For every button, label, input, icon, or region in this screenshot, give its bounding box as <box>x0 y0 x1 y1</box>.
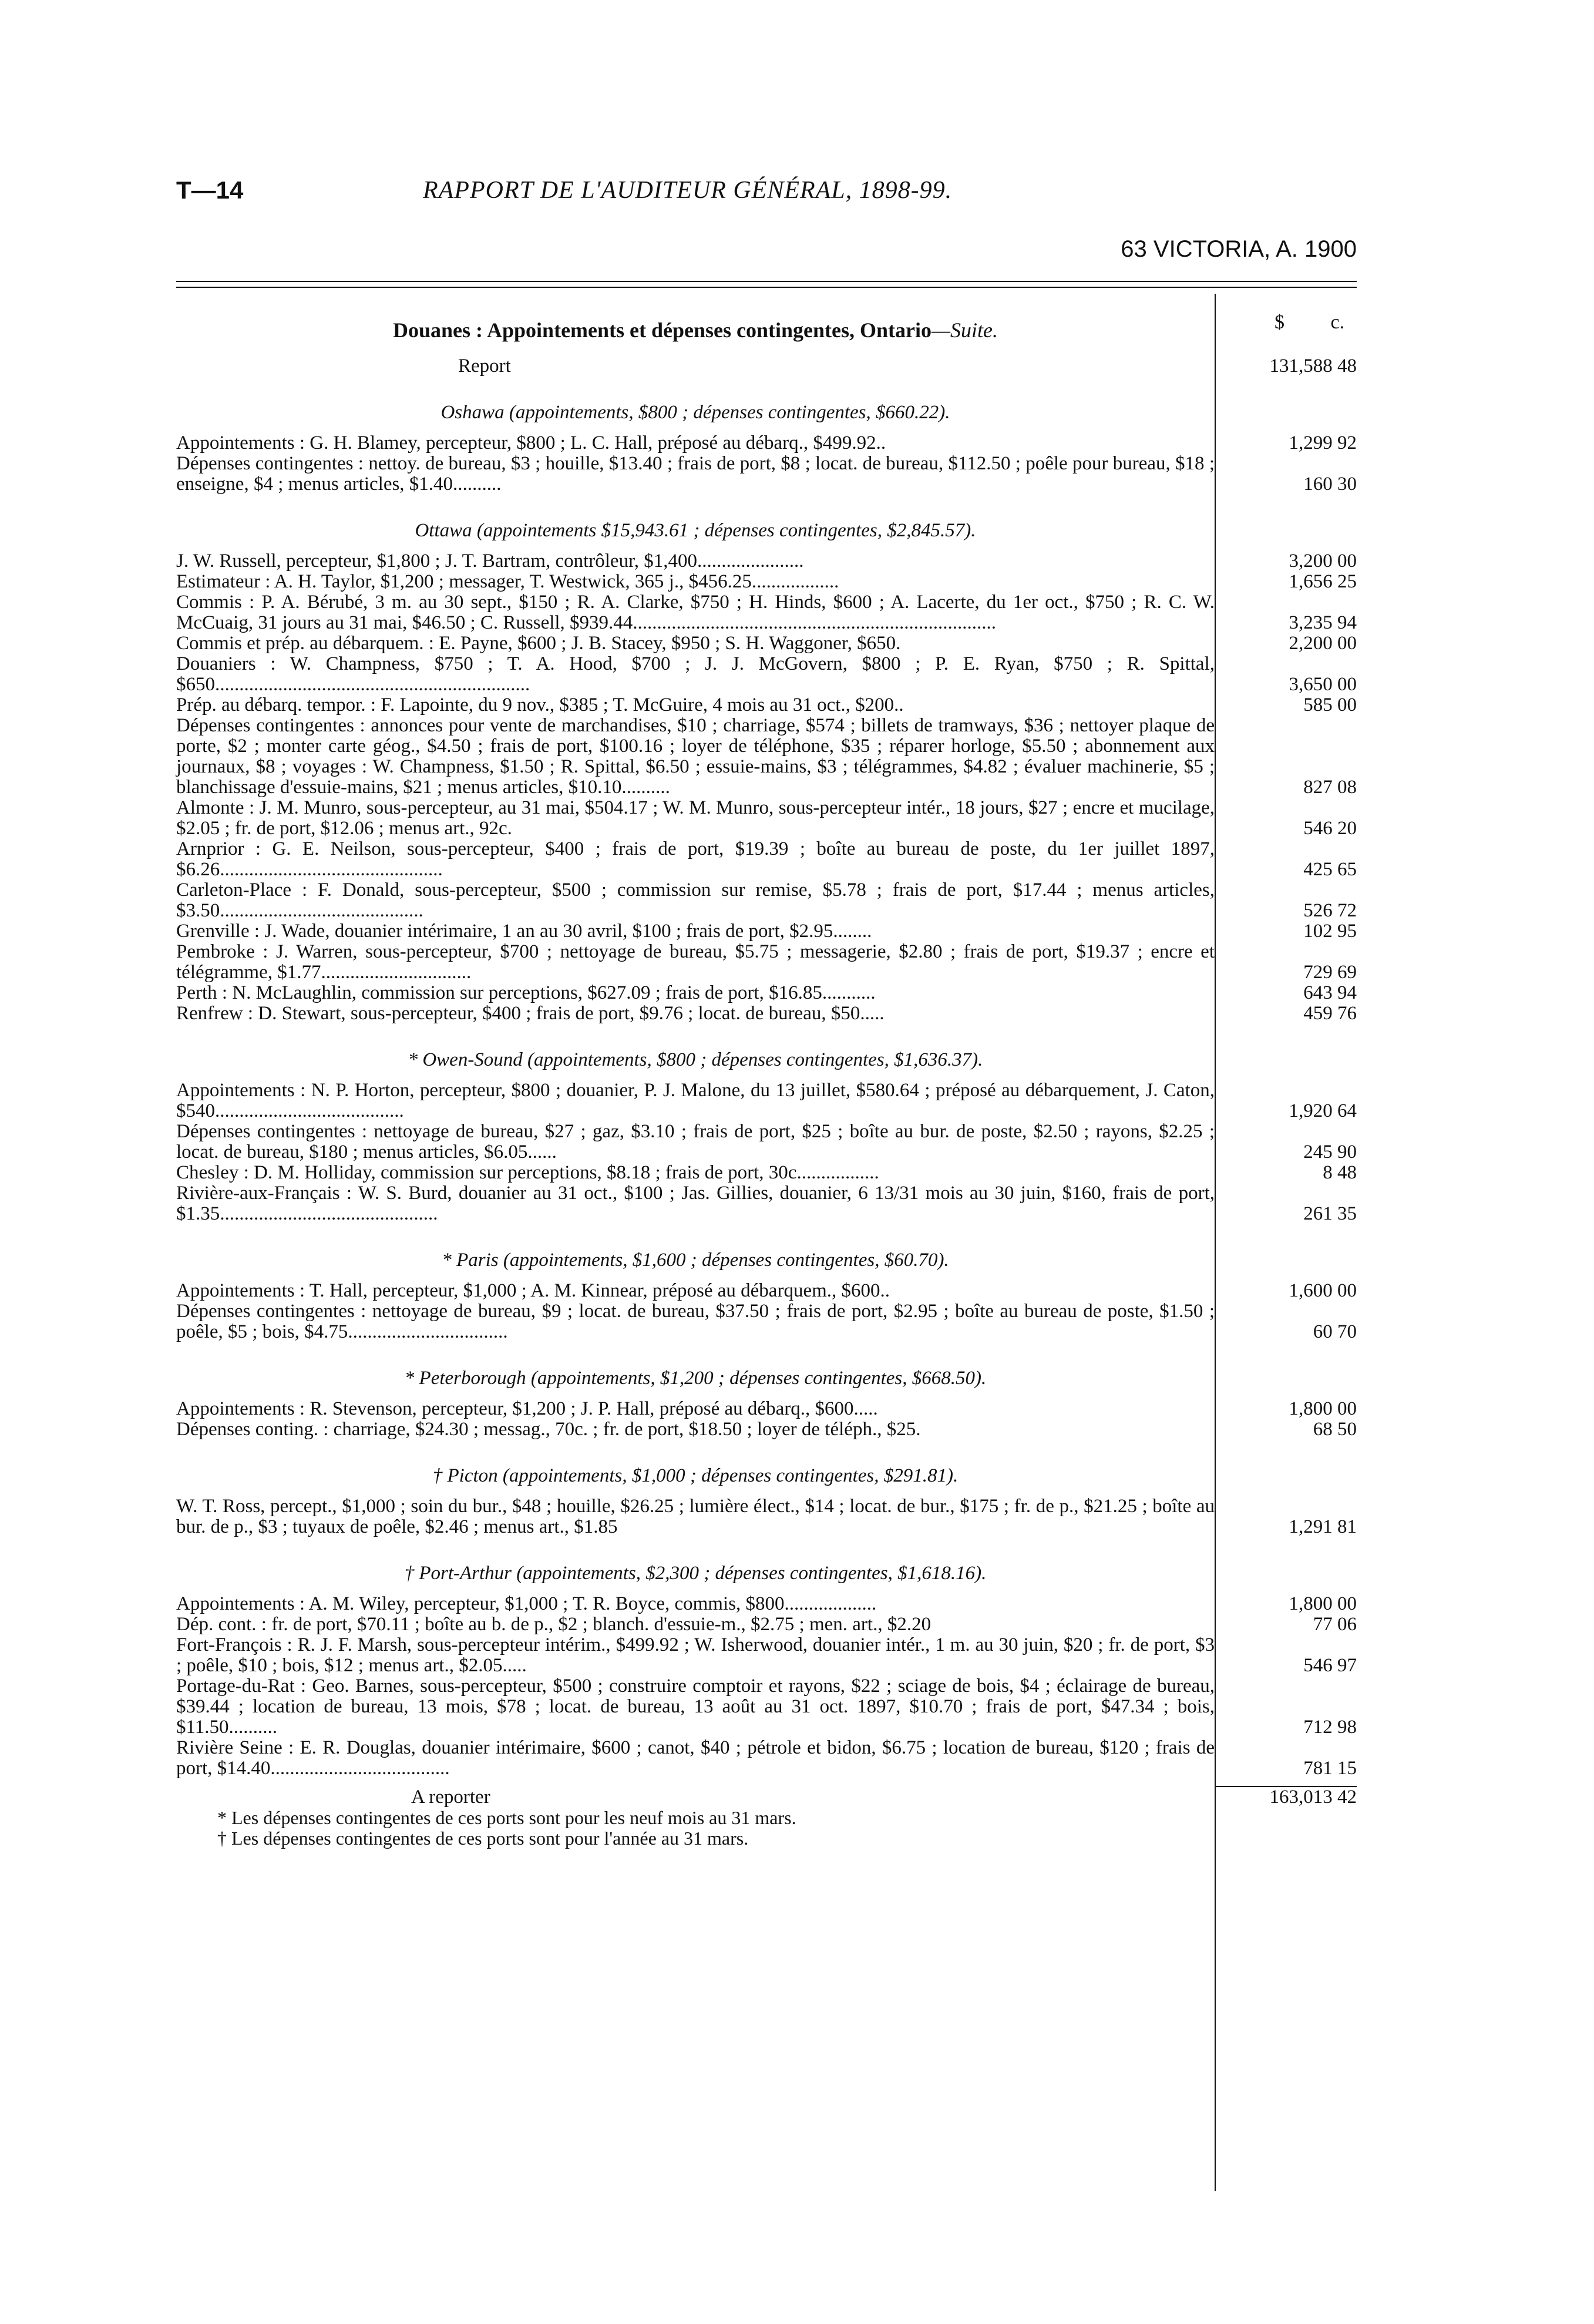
entry-amount: 712 98 <box>1303 1717 1357 1738</box>
entry-text: Renfrew : D. Stewart, sous-percepteur, $400 ; frais de port, $9.76 ; locat. de bureau, $50..... <box>176 1003 885 1024</box>
entry-text: Dépenses contingentes : nettoyage de bureau, $9 ; locat. de bureau, $37.50 ; frais de port, $2.95 ; boîte au bureau de poste, $1.50 ; poêle, $5 ; bois, $4.75................................. <box>176 1301 1215 1342</box>
entry-amount: 1,920 64 <box>1289 1100 1357 1121</box>
entry-amount: 261 35 <box>1303 1203 1357 1224</box>
entry-row <box>176 1301 1357 1342</box>
entry-row <box>176 983 1357 1003</box>
section-heading: † Picton (appointements, $1,000 ; dépenses contingentes, $291.81). <box>432 1465 959 1486</box>
footnote-star: * Les dépenses contingentes de ces ports sont pour les neuf mois au 31 mars. <box>217 1807 796 1828</box>
entry-amount: 68 50 <box>1313 1419 1357 1440</box>
entry-text: Commis : P. A. Bérubé, 3 m. au 30 sept., $150 ; R. A. Clarke, $750 ; H. Hinds, $600 ; A. Lacerte, du 1er oct., $750 ; R. C. W. McCuaig, 31 jours au 31 mai, $46.50 ; C. Russell, $939.44........................................................................... <box>176 592 1215 633</box>
carry-row <box>176 1786 1357 1808</box>
entry-row <box>176 1419 1357 1440</box>
entry-amount: 781 15 <box>1303 1758 1357 1779</box>
entry-amount: 1,800 00 <box>1289 1398 1357 1419</box>
section-heading: † Port-Arthur (appointements, $2,300 ; dépenses contingentes, $1,618.16). <box>404 1563 987 1584</box>
dollar-column-label: $ <box>1274 311 1284 333</box>
carry-label: A reporter <box>411 1786 490 1808</box>
entry-amount: 1,600 00 <box>1289 1280 1357 1301</box>
entry-row <box>176 654 1357 695</box>
section-heading: Ottawa (appointements $15,943.61 ; dépenses contingentes, $2,845.57). <box>415 520 976 541</box>
entry-amount: 827 08 <box>1303 777 1357 798</box>
cents-column-label: c. <box>1330 311 1345 333</box>
table-title-suffix: —Suite. <box>931 318 998 342</box>
entry-row <box>176 1183 1357 1224</box>
entry-text: Almonte : J. M. Munro, sous-percepteur, au 31 mai, $504.17 ; W. M. Munro, sous-percepteur intér., 18 jours, $27 ; encre et mucilage, $2.05 ; fr. de port, $12.06 ; menus art., 92c. <box>176 797 1215 839</box>
entry-text: Dépenses contingentes : nettoy. de bureau, $3 ; houille, $13.40 ; frais de port, $8 ; locat. de bureau, $112.50 ; poêle pour bureau, $18 ; enseigne, $4 ; menus articles, $1.40.......... <box>176 453 1215 495</box>
entry-text: W. T. Ross, percept., $1,000 ; soin du bur., $48 ; houille, $26.25 ; lumière élect., $14 ; locat. de bur., $175 ; fr. de p., $21.25 ; boîte au bur. de p., $3 ; tuyaux de poêle, $2.46 ; menus art., $1.85 <box>176 1496 1215 1537</box>
entry-row <box>176 633 1357 654</box>
entry-text: Appointements : A. M. Wiley, percepteur, $1,000 ; T. R. Boyce, commis, $800................... <box>176 1593 877 1614</box>
entry-row <box>176 592 1357 633</box>
entry-amount: 1,299 92 <box>1289 432 1357 454</box>
entry-row <box>176 798 1357 839</box>
entry-amount: 3,650 00 <box>1289 674 1357 695</box>
entry-row <box>176 1399 1357 1419</box>
section-heading: * Paris (appointements, $1,600 ; dépenses contingentes, $60.70). <box>442 1250 949 1271</box>
entry-text: Rivière Seine : E. R. Douglas, douanier intérimaire, $600 ; canot, $40 ; pétrole et bidon, $6.75 ; location de bureau, $120 ; frais de port, $14.40..................................... <box>176 1737 1215 1779</box>
entry-row <box>176 572 1357 592</box>
entry-amount: 585 00 <box>1303 694 1357 716</box>
session-label: 63 VICTORIA, A. 1900 <box>1121 236 1357 262</box>
page-number: T—14 <box>176 176 244 204</box>
entry-row <box>176 551 1357 572</box>
entry-text: Dépenses contingentes : nettoyage de bureau, $27 ; gaz, $3.10 ; frais de port, $25 ; boîte au bur. de poste, $2.50 ; rayons, $2.25 ; locat. de bureau, $180 ; menus articles, $6.05...... <box>176 1121 1215 1163</box>
entry-amount: 2,200 00 <box>1289 633 1357 654</box>
entry-row <box>176 1594 1357 1614</box>
entry-row <box>176 1003 1357 1024</box>
entry-text: Appointements : T. Hall, percepteur, $1,000 ; A. M. Kinnear, préposé au débarquem., $600.. <box>176 1280 890 1301</box>
entry-amount: 8 48 <box>1323 1162 1357 1183</box>
entry-text: Prép. au débarq. tempor. : F. Lapointe, du 9 nov., $385 ; T. McGuire, 4 mois au 31 oct., $200.. <box>176 694 904 716</box>
entry-text: Pembroke : J. Warren, sous-percepteur, $700 ; nettoyage de bureau, $5.75 ; messagerie, $2.80 ; frais de port, $19.37 ; encre et télégramme, $1.77............................... <box>176 941 1215 983</box>
carry-amount: 163,013 42 <box>1215 1786 1357 1808</box>
report-amount: 131,588 48 <box>1269 355 1357 377</box>
entry-row <box>176 942 1357 983</box>
entry-amount: 1,291 81 <box>1289 1516 1357 1537</box>
entry-amount: 729 69 <box>1303 962 1357 983</box>
entry-row <box>176 1281 1357 1301</box>
table-title-text: Douanes : Appointements et dépenses contingentes, Ontario <box>392 318 931 342</box>
entry-amount: 526 72 <box>1303 900 1357 921</box>
entry-row <box>176 1614 1357 1635</box>
entry-row <box>176 1496 1357 1537</box>
footnote-dagger: † Les dépenses contingentes de ces ports sont pour l'année au 31 mars. <box>217 1828 749 1849</box>
entry-text: J. W. Russell, percepteur, $1,800 ; J. T. Bartram, contrôleur, $1,400...................... <box>176 550 804 572</box>
report-label: Report <box>458 355 511 377</box>
entry-amount: 3,235 94 <box>1289 612 1357 633</box>
entry-amount: 546 20 <box>1303 818 1357 839</box>
section-heading: * Owen-Sound (appointements, $800 ; dépenses contingentes, $1,636.37). <box>408 1049 983 1070</box>
entry-text: Dépenses conting. : charriage, $24.30 ; messag., 70c. ; fr. de port, $18.50 ; loyer de téléph., $25. <box>176 1419 921 1440</box>
entry-amount: 160 30 <box>1303 473 1357 495</box>
entry-amount: 3,200 00 <box>1289 550 1357 572</box>
section-heading: * Peterborough (appointements, $1,200 ; dépenses contingentes, $668.50). <box>404 1368 987 1389</box>
entry-row <box>176 695 1357 716</box>
entry-text: Appointements : G. H. Blamey, percepteur, $800 ; L. C. Hall, préposé au débarq., $499.92.. <box>176 432 886 454</box>
entry-text: Portage-du-Rat : Geo. Barnes, sous-percepteur, $500 ; construire comptoir et rayons, $22 ; sciage de bois, $4 ; éclairage de bureau, $39.44 ; location de bureau, 13 mois, $78 ; locat. de bureau, 13 août au 31 oct. 1897, $10.70 ; frais de port, $47.34 ; bois, $11.50.......... <box>176 1675 1215 1738</box>
running-title: RAPPORT DE L'AUDITEUR GÉNÉRAL, 1898-99. <box>423 177 953 204</box>
entry-row <box>176 1121 1357 1163</box>
entry-row <box>176 1676 1357 1738</box>
entry-text: Perth : N. McLaughlin, commission sur perceptions, $627.09 ; frais de port, $16.85........... <box>176 982 876 1003</box>
entry-text: Dépenses contingentes : annonces pour vente de marchandises, $10 ; charriage, $574 ; billets de tramways, $36 ; nettoyer plaque de porte, $2 ; monter carte géog., $4.50 ; frais de port, $100.16 ; loyer de téléphone, $35 ; réparer horloge, $5.50 ; abonnement aux journaux, $8 ; voyages : W. Champness, $1.50 ; R. Spittal, $6.50 ; essuie-mains, $3 ; télégrammes, $4.82 ; évaluer machinerie, $5 ; blanchissage d'essuie-mains, $21 ; menus articles, $10.10.......... <box>176 715 1215 798</box>
sections-container <box>176 377 1357 1779</box>
entry-row <box>176 1738 1357 1779</box>
entry-text: Chesley : D. M. Holliday, commission sur perceptions, $8.18 ; frais de port, 30c................. <box>176 1162 879 1183</box>
entry-text: Douaniers : W. Champness, $750 ; T. A. Hood, $700 ; J. J. McGovern, $800 ; P. E. Ryan, $750 ; R. Spittal, $650................................................................. <box>176 653 1215 695</box>
entry-row <box>176 1080 1357 1121</box>
entry-row <box>176 839 1357 880</box>
entry-text: Dép. cont. : fr. de port, $70.11 ; boîte au b. de p., $2 ; blanch. d'essuie-m., $2.75 ; men. art., $2.20 <box>176 1614 931 1635</box>
entry-row <box>176 433 1357 454</box>
entry-row <box>176 880 1357 921</box>
entry-row <box>176 454 1357 495</box>
accounts-table <box>176 311 1357 1849</box>
table-title <box>176 311 1215 349</box>
header-rule-top <box>176 281 1357 282</box>
report-row <box>176 356 1357 377</box>
entry-row <box>176 921 1357 942</box>
entry-text: Carleton-Place : F. Donald, sous-percepteur, $500 ; commission sur remise, $5.78 ; frais de port, $17.44 ; menus articles, $3.50.......................................... <box>176 879 1215 921</box>
entry-text: Fort-François : R. J. F. Marsh, sous-percepteur intérim., $499.92 ; W. Isherwood, douanier intér., 1 m. au 30 juin, $20 ; fr. de port, $3 ; poêle, $10 ; bois, $12 ; menus art., $2.05..... <box>176 1634 1215 1676</box>
entry-text: Appointements : R. Stevenson, percepteur, $1,200 ; J. P. Hall, préposé au débarq., $600..... <box>176 1398 878 1419</box>
entry-text: Appointements : N. P. Horton, percepteur, $800 ; douanier, P. J. Malone, du 13 juillet, $580.64 ; préposé au débarquement, J. Caton, $540....................................... <box>176 1080 1215 1121</box>
entry-text: Grenville : J. Wade, douanier intérimaire, 1 an au 30 avril, $100 ; frais de port, $2.95........ <box>176 921 872 942</box>
entry-amount: 1,656 25 <box>1289 571 1357 592</box>
header-rule-bottom <box>176 287 1357 288</box>
entry-text: Commis et prép. au débarquem. : E. Payne, $600 ; J. B. Stacey, $950 ; S. H. Waggoner, $650. <box>176 633 901 654</box>
entry-amount: 77 06 <box>1313 1614 1357 1635</box>
entry-text: Rivière-aux-Français : W. S. Burd, douanier au 31 oct., $100 ; Jas. Gillies, douanier, 6 13/31 mois au 30 juin, $160, frais de port, $1.35............................................. <box>176 1183 1215 1224</box>
entry-amount: 102 95 <box>1303 921 1357 942</box>
entry-text: Estimateur : A. H. Taylor, $1,200 ; messager, T. Westwick, 365 j., $456.25.................. <box>176 571 839 592</box>
entry-row <box>176 716 1357 798</box>
entry-row <box>176 1635 1357 1676</box>
entry-amount: 1,800 00 <box>1289 1593 1357 1614</box>
entry-text: Arnprior : G. E. Neilson, sous-percepteur, $400 ; frais de port, $19.39 ; boîte au bureau de poste, du 1er juillet 1897, $6.26.............................................. <box>176 838 1215 880</box>
entry-amount: 546 97 <box>1303 1655 1357 1676</box>
section-heading: Oshawa (appointements, $800 ; dépenses contingentes, $660.22). <box>440 402 950 423</box>
entry-amount: 425 65 <box>1303 859 1357 880</box>
entry-amount: 60 70 <box>1313 1321 1357 1342</box>
entry-amount: 459 76 <box>1303 1003 1357 1024</box>
entry-amount: 245 90 <box>1303 1141 1357 1163</box>
entry-row <box>176 1163 1357 1183</box>
entry-amount: 643 94 <box>1303 982 1357 1003</box>
